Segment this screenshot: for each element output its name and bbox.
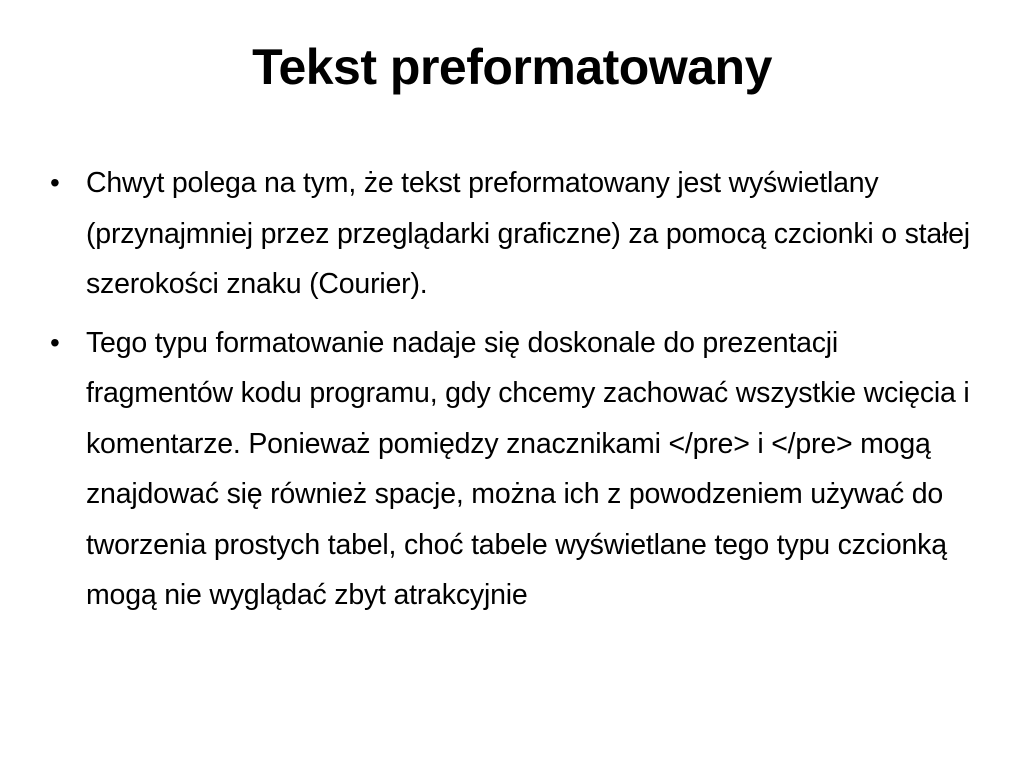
- bullet-text: Chwyt polega na tym, że tekst preformatowany jest wyświetlany (przynajmniej przez przeglądarki graficzne) za pomocą czcionki o stałej szerokości znaku (Courier).: [86, 167, 970, 300]
- bullet-item-2: [48, 318, 988, 621]
- slide-title: Tekst preformatowany: [252, 39, 772, 95]
- bullet-icon: •: [50, 167, 60, 198]
- bullet-item-1: [48, 158, 988, 310]
- bullet-text: Tego typu formatowanie nadaje się doskonale do prezentacji fragmentów kodu programu, gdy chcemy zachować wszystkie wcięcia i komentarze. Ponieważ pomiędzy znacznikami </pre> i </pre> mogą znajdować się również spacje, można ich z powodzeniem używać do tworzenia prostych tabel, choć tabele wyświetlane tego typu czcionką mogą nie wyglądać zbyt atrakcyjnie: [86, 326, 970, 611]
- bullet-list: [48, 158, 988, 629]
- bullet-icon: •: [50, 326, 60, 358]
